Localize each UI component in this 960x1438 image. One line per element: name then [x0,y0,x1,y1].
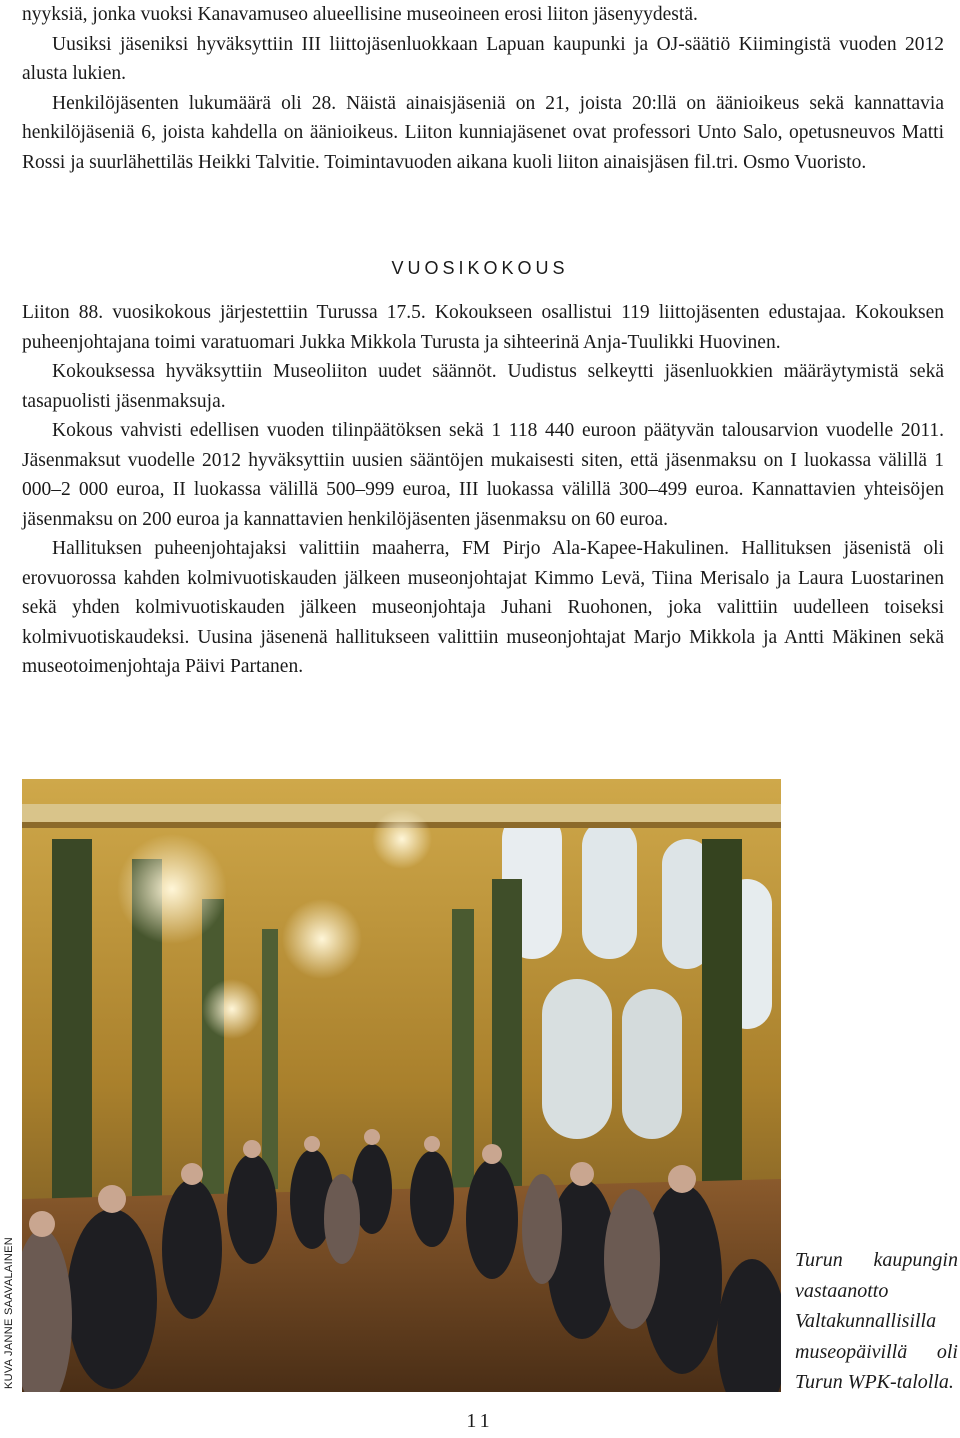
section-heading: VUOSIKOKOUS [391,258,569,278]
section-text [22,298,944,682]
top-text [22,0,944,177]
reception-photo [22,779,781,1392]
photo-caption: Turun kaupungin vastaanotto Valtakunnallisilla museopäivillä oli Turun WPK-talolla. [795,1249,958,1393]
paragraph-meeting: Liiton 88. vuosikokous järjestettiin Turussa 17.5. Kokoukseen osallistui 119 liittojäsenten edustajaa. Kokouksen puheenjohtajana toimi varatuomari Jukka Mikkola Turusta ja sihteerinä Anja-Tuulikki Huovinen. [22,302,944,353]
paragraph-board: Hallituksen puheenjohtajaksi valittiin maaherra, FM Pirjo Ala-Kapee-Hakulinen. Hallituksen jäsenistä oli erovuorossa kahden kolmivuotiskauden jälkeen museonjohtajat Kimmo Levä, Tiina Merisalo ja Laura Luostarinen sekä yhden kolmivuotiskauden jälkeen museonjohtaja Juhani Ruohonen, joka valittiin uudelleen toiseksi kolmivuotiskaudeksi. Uusina jäsenenä hallitukseen valittiin museonjohtajat Marjo Mikkola ja Antti Mäkinen sekä museotoimenjohtaja Päivi Partanen. [22,538,944,677]
page-number: 11 [466,1410,494,1432]
paragraph-rules: Kokouksessa hyväksyttiin Museoliiton uudet säännöt. Uudistus selkeytti jäsenluokkien määräytymistä sekä tasapuolisti jäsenmaksuja. [22,361,944,412]
paragraph-new-members: Uusiksi jäseniksi hyväksyttiin III liittojäsenluokkaan Lapuan kaupunki ja OJ-säätiö Kiimingistä vuoden 2012 alusta lukien. [22,33,944,84]
paragraph-budget: Kokous vahvisti edellisen vuoden tilinpäätöksen sekä 1 118 440 euroon päätyvän talousarvion vuodelle 2011. Jäsenmaksut vuodelle 2012 hyväksyttiin uusien sääntöjen mukaisesti siten, että jäsenmaksu on I luokassa välillä 1 000–2 000 euroa, II luokassa välillä 500–999 euroa, III luokassa välillä 300–499 euroa. Kannattavien yhteisöjen jäsenmaksu on 200 euroa ja kannattavien henkilöjäsenten jäsenmaksu on 60 euroa. [22,420,944,530]
photo-credit: KUVA JANNE SAAVALAINEN [3,1236,15,1390]
paragraph-personal-members: Henkilöjäsenten lukumäärä oli 28. Näistä ainaisjäseniä on 21, joista 20:llä on äänioikeus sekä kannattavia henkilöjäseniä 6, joista kahdella on äänioikeus. Liiton kunniajäsenet ovat professori Unto Salo, opetusneuvos Matti Rossi ja suurlähettiläs Heikki Talvitie. Toimintavuoden aikana kuoli liiton ainaisjäsen fil.tri. Osmo Vuoristo. [22,92,944,173]
paragraph-membership-end: nyyksiä, jonka vuoksi Kanavamuseo alueellisine museoineen erosi liiton jäsenyydestä. [22,4,698,25]
